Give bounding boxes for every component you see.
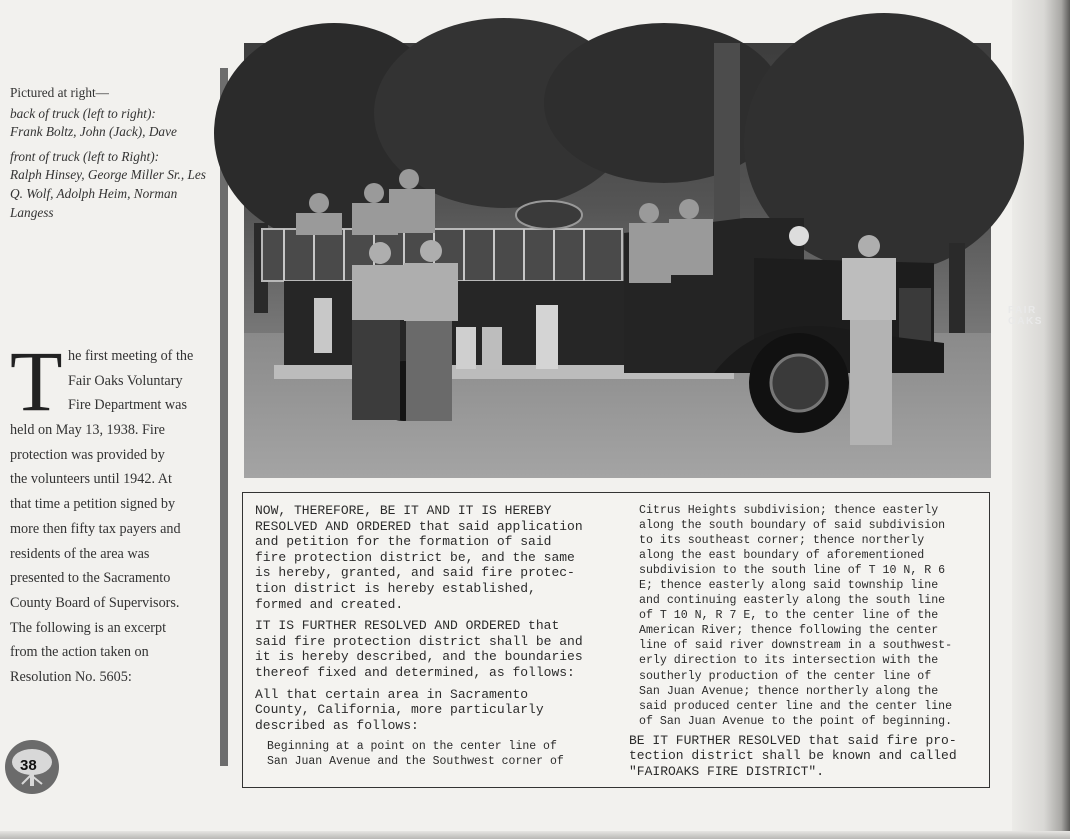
resolution-paragraph: Beginning at a point on the center line of San Juan Avenue and the Southwest corner of	[267, 740, 564, 769]
truck-sign-text: FAIR OAKS	[1008, 305, 1043, 327]
intro-line: that time a petition signed by	[10, 496, 176, 513]
intro-line: from the action taken on	[10, 644, 149, 661]
intro-line: the volunteers until 1942. At	[10, 471, 172, 488]
page-bottom-edge	[0, 831, 1070, 839]
caption-front-label: front of truck (left to Right):	[10, 148, 160, 164]
photo-caption	[10, 84, 210, 222]
intro-line: residents of the area was	[10, 545, 150, 562]
resolution-right-column	[629, 503, 985, 779]
resolution-excerpt-box	[242, 492, 990, 788]
fire-truck-photo-illustration	[244, 43, 991, 478]
resolution-paragraph: IT IS FURTHER RESOLVED AND ORDERED that said fire protection district shall be and it is hereby described, and the boundaries thereof fixed and determined, as follows:	[255, 618, 583, 680]
intro-line: Fair Oaks Voluntary	[68, 372, 183, 389]
intro-line: County Board of Supervisors.	[10, 594, 180, 611]
resolution-paragraph: All that certain area in Sacramento County, California, more particularly described as follows:	[255, 686, 544, 733]
resolution-left-column	[255, 503, 620, 775]
intro-line: The following is an excerpt	[10, 619, 167, 636]
intro-line: more then fifty tax payers and	[10, 520, 181, 537]
page-number: 38	[20, 757, 37, 774]
intro-line: protection was provided by	[10, 446, 165, 463]
resolution-paragraph: BE IT FURTHER RESOLVED that said fire pro- tection district shall be known and called "FAIROAKS FIRE DISTRICT".	[629, 732, 957, 779]
intro-line: presented to the Sacramento	[10, 570, 171, 587]
caption-back-label: back of truck (left to right):	[10, 105, 156, 121]
intro-line: Fire Department was	[68, 397, 187, 414]
intro-line: held on May 13, 1938. Fire	[10, 422, 165, 438]
intro-text	[10, 333, 205, 690]
resolution-paragraph: NOW, THEREFORE, BE IT AND IT IS HEREBY RESOLVED AND ORDERED that said application and petition for the formation of said fire protection district be, and the same is hereby, granted, and said fire protec- tion district is hereby established, formed and created.	[255, 503, 583, 612]
caption-lead: Pictured at right—	[10, 85, 109, 100]
drop-cap: T	[10, 333, 63, 429]
fire-truck-photo	[244, 43, 1043, 478]
intro-line: Resolution No. 5605:	[10, 669, 132, 686]
caption-front-names: Ralph Hinsey, George Miller Sr., Les Q. Wolf, Adolph Heim, Norman Langess	[10, 167, 206, 220]
intro-line: he first meeting of the	[68, 348, 194, 364]
resolution-paragraph: Citrus Heights subdivision; thence easterly along the south boundary of said subdivision to its southeast corner; thence northerly along the east boundary of aforementioned subdivision to the south line of T 10 N, R 6 E; thence easterly along said township line and continuing easterly along the south line of T 10 N, R 7 E, to the center line of the American River; thence following the center line of said river downstream in a southwest- erly direction to its intersection with the southerly production of the center line of San Juan Avenue; thence northerly along the said produced center line and the center line of San Juan Avenue to the point of beginning.	[639, 504, 953, 728]
caption-back-names: Frank Boltz, John (Jack), Dave	[10, 124, 177, 140]
